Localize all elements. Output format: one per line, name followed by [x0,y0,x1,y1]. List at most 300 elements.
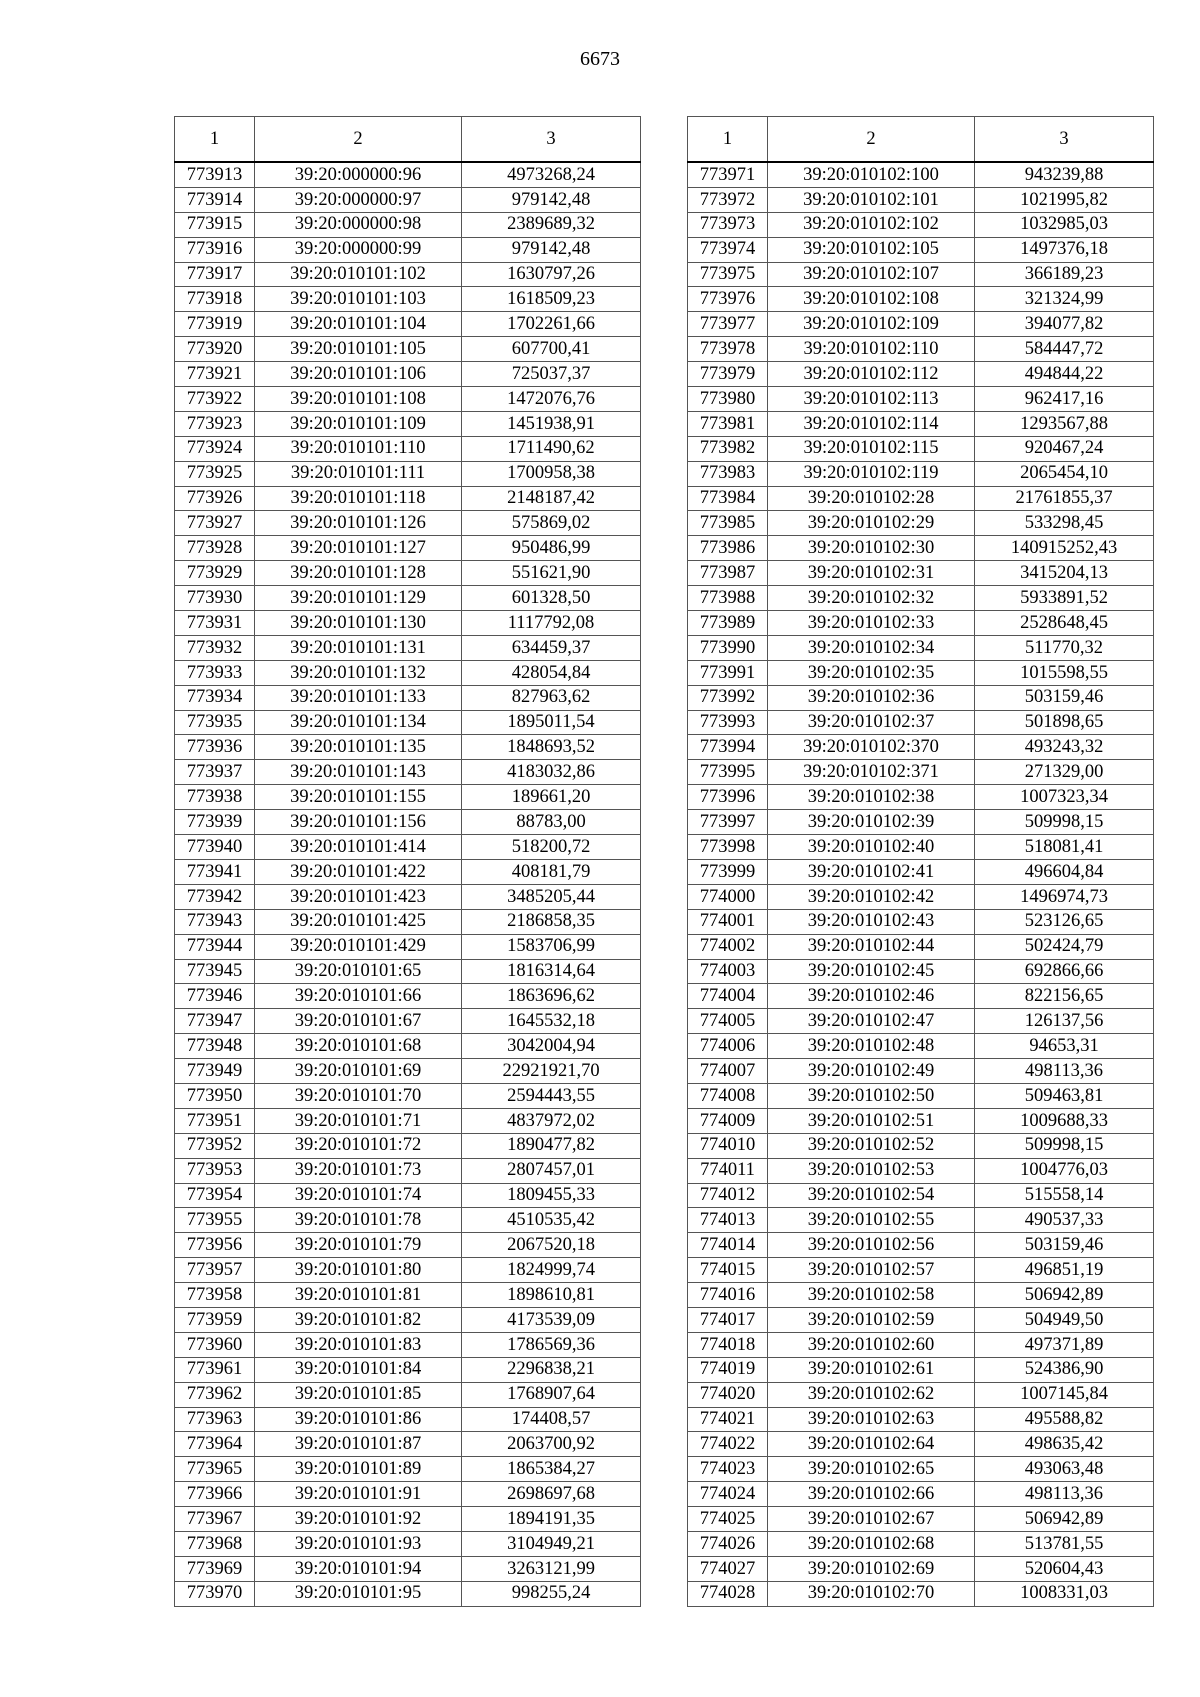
row-number-cell: 773923 [175,411,255,436]
value-cell: 524386,90 [975,1357,1154,1382]
row-number-cell: 773946 [175,984,255,1009]
row-number-cell: 774016 [688,1283,768,1308]
cadastral-number-cell: 39:20:010102:30 [768,536,975,561]
value-cell: 1009688,33 [975,1108,1154,1133]
value-cell: 920467,24 [975,436,1154,461]
value-cell: 1702261,66 [462,312,641,337]
cadastral-number-cell: 39:20:010102:50 [768,1083,975,1108]
table-row [175,337,641,362]
row-number-cell: 773929 [175,561,255,586]
cadastral-number-cell: 39:20:010101:91 [255,1482,462,1507]
table-row [688,262,1154,287]
value-cell: 979142,48 [462,187,641,212]
row-number-cell: 773965 [175,1457,255,1482]
value-cell: 504949,50 [975,1307,1154,1332]
row-number-cell: 773952 [175,1133,255,1158]
value-cell: 2296838,21 [462,1357,641,1382]
cadastral-number-cell: 39:20:010102:41 [768,859,975,884]
value-cell: 498113,36 [975,1482,1154,1507]
table-row [688,909,1154,934]
row-number-cell: 773932 [175,635,255,660]
row-number-cell: 773943 [175,909,255,934]
cadastral-number-cell: 39:20:010102:108 [768,287,975,312]
value-cell: 2063700,92 [462,1432,641,1457]
table-row [175,660,641,685]
cadastral-number-cell: 39:20:010101:132 [255,660,462,685]
table-row [688,387,1154,412]
value-cell: 3485205,44 [462,884,641,909]
row-number-cell: 774022 [688,1432,768,1457]
value-cell: 827963,62 [462,685,641,710]
value-cell: 1863696,62 [462,984,641,1009]
row-number-cell: 773984 [688,486,768,511]
row-number-cell: 773991 [688,660,768,685]
cadastral-number-cell: 39:20:010101:102 [255,262,462,287]
cadastral-number-cell: 39:20:010102:46 [768,984,975,1009]
value-cell: 2065454,10 [975,461,1154,486]
row-number-cell: 774024 [688,1482,768,1507]
table-row [688,162,1154,187]
value-cell: 1021995,82 [975,187,1154,212]
table-row [175,1208,641,1233]
table-row [688,1133,1154,1158]
value-cell: 725037,37 [462,362,641,387]
value-cell: 2148187,42 [462,486,641,511]
value-cell: 494844,22 [975,362,1154,387]
table-row [688,212,1154,237]
value-cell: 962417,16 [975,387,1154,412]
cadastral-number-cell: 39:20:010101:111 [255,461,462,486]
table-row [175,1457,641,1482]
cadastral-number-cell: 39:20:010102:109 [768,312,975,337]
cadastral-number-cell: 39:20:010102:29 [768,511,975,536]
table-row [175,710,641,735]
value-cell: 1865384,27 [462,1457,641,1482]
table-row [175,187,641,212]
row-number-cell: 773994 [688,735,768,760]
row-number-cell: 773969 [175,1556,255,1581]
row-number-cell: 773961 [175,1357,255,1382]
cadastral-number-cell: 39:20:010101:135 [255,735,462,760]
cadastral-number-cell: 39:20:010101:131 [255,635,462,660]
row-number-cell: 774023 [688,1457,768,1482]
table-row [688,859,1154,884]
value-cell: 575869,02 [462,511,641,536]
cadastral-number-cell: 39:20:010101:67 [255,1009,462,1034]
cadastral-number-cell: 39:20:010101:143 [255,760,462,785]
table-row [175,1357,641,1382]
value-cell: 394077,82 [975,312,1154,337]
value-cell: 1004776,03 [975,1158,1154,1183]
cadastral-number-cell: 39:20:010101:134 [255,710,462,735]
table-row [175,1009,641,1034]
table-row [175,1531,641,1556]
row-number-cell: 773985 [688,511,768,536]
cadastral-number-cell: 39:20:010101:110 [255,436,462,461]
row-number-cell: 773973 [688,212,768,237]
row-number-cell: 773951 [175,1108,255,1133]
table-row [175,909,641,934]
value-cell: 189661,20 [462,785,641,810]
table-row [688,486,1154,511]
row-number-cell: 773954 [175,1183,255,1208]
cadastral-number-cell: 39:20:010101:127 [255,536,462,561]
table-row [175,1059,641,1084]
cadastral-number-cell: 39:20:010101:129 [255,586,462,611]
value-cell: 1824999,74 [462,1258,641,1283]
table-row [688,835,1154,860]
value-cell: 4510535,42 [462,1208,641,1233]
table-row [688,685,1154,710]
value-cell: 21761855,37 [975,486,1154,511]
table-row [175,212,641,237]
table-row [688,1357,1154,1382]
cadastral-number-cell: 39:20:010101:95 [255,1581,462,1606]
value-cell: 408181,79 [462,859,641,884]
cadastral-number-cell: 39:20:010101:429 [255,934,462,959]
row-number-cell: 773988 [688,586,768,611]
row-number-cell: 774014 [688,1233,768,1258]
table-row [688,959,1154,984]
cadastral-number-cell: 39:20:010102:63 [768,1407,975,1432]
cadastral-number-cell: 39:20:010101:78 [255,1208,462,1233]
table-row [175,1482,641,1507]
value-cell: 513781,55 [975,1531,1154,1556]
value-cell: 692866,66 [975,959,1154,984]
table-row [688,1581,1154,1606]
value-cell: 1786569,36 [462,1332,641,1357]
value-cell: 3104949,21 [462,1531,641,1556]
table-row [688,1432,1154,1457]
value-cell: 634459,37 [462,635,641,660]
table-row [688,1108,1154,1133]
table-row [175,685,641,710]
value-cell: 822156,65 [975,984,1154,1009]
row-number-cell: 773916 [175,237,255,262]
row-number-cell: 773981 [688,411,768,436]
row-number-cell: 773918 [175,287,255,312]
value-cell: 4837972,02 [462,1108,641,1133]
value-cell: 1890477,82 [462,1133,641,1158]
table-row [175,411,641,436]
cadastral-number-cell: 39:20:010101:93 [255,1531,462,1556]
cadastral-number-cell: 39:20:010101:92 [255,1507,462,1532]
table-row [688,1507,1154,1532]
table-row [175,959,641,984]
row-number-cell: 773933 [175,660,255,685]
cadastral-number-cell: 39:20:010102:69 [768,1556,975,1581]
row-number-cell: 773959 [175,1307,255,1332]
table-row [688,635,1154,660]
value-cell: 3042004,94 [462,1034,641,1059]
row-number-cell: 774019 [688,1357,768,1382]
page-number: 6673 [580,48,620,70]
value-cell: 509463,81 [975,1083,1154,1108]
table-row [175,237,641,262]
row-number-cell: 773950 [175,1083,255,1108]
table-row [175,162,641,187]
table-row [688,287,1154,312]
table-row [175,1233,641,1258]
value-cell: 533298,45 [975,511,1154,536]
row-number-cell: 774006 [688,1034,768,1059]
value-cell: 1007323,34 [975,785,1154,810]
row-number-cell: 774003 [688,959,768,984]
value-cell: 515558,14 [975,1183,1154,1208]
row-number-cell: 773980 [688,387,768,412]
table-row [688,660,1154,685]
row-number-cell: 773953 [175,1158,255,1183]
value-cell: 1007145,84 [975,1382,1154,1407]
cadastral-number-cell: 39:20:010102:47 [768,1009,975,1034]
table-row [688,1457,1154,1482]
cadastral-number-cell: 39:20:010101:71 [255,1108,462,1133]
table-row [175,760,641,785]
table-row [688,710,1154,735]
value-cell: 490537,33 [975,1208,1154,1233]
table-row [688,1407,1154,1432]
table-row [688,1158,1154,1183]
value-cell: 520604,43 [975,1556,1154,1581]
table-row [688,237,1154,262]
table-row [688,1332,1154,1357]
value-cell: 5933891,52 [975,586,1154,611]
cadastral-number-cell: 39:20:010102:39 [768,810,975,835]
row-number-cell: 773993 [688,710,768,735]
table-row [175,735,641,760]
value-cell: 607700,41 [462,337,641,362]
cadastral-number-cell: 39:20:010102:107 [768,262,975,287]
cadastral-number-cell: 39:20:010101:126 [255,511,462,536]
row-number-cell: 773942 [175,884,255,909]
table-row [175,287,641,312]
value-cell: 2067520,18 [462,1233,641,1258]
cadastral-number-cell: 39:20:010101:109 [255,411,462,436]
table-row [175,262,641,287]
table-row [175,1183,641,1208]
table-row [175,1034,641,1059]
cadastral-number-cell: 39:20:010102:45 [768,959,975,984]
table-row [175,561,641,586]
cadastral-number-cell: 39:20:010101:156 [255,810,462,835]
row-number-cell: 773998 [688,835,768,860]
cadastral-number-cell: 39:20:010102:31 [768,561,975,586]
cadastral-number-cell: 39:20:010101:85 [255,1382,462,1407]
cadastral-number-cell: 39:20:010102:61 [768,1357,975,1382]
row-number-cell: 773931 [175,611,255,636]
table-row [175,1382,641,1407]
table-row [175,312,641,337]
value-cell: 1894191,35 [462,1507,641,1532]
cadastral-number-cell: 39:20:010101:423 [255,884,462,909]
value-cell: 94653,31 [975,1034,1154,1059]
table-row [175,1108,641,1133]
cadastral-number-cell: 39:20:010101:425 [255,909,462,934]
value-cell: 1293567,88 [975,411,1154,436]
row-number-cell: 773966 [175,1482,255,1507]
row-number-cell: 773960 [175,1332,255,1357]
value-cell: 321324,99 [975,287,1154,312]
cadastral-number-cell: 39:20:010102:68 [768,1531,975,1556]
row-number-cell: 773947 [175,1009,255,1034]
table-row [688,1382,1154,1407]
cadastral-number-cell: 39:20:010102:37 [768,710,975,735]
value-cell: 1032985,03 [975,212,1154,237]
table-row [688,461,1154,486]
table-row [175,1556,641,1581]
row-number-cell: 773956 [175,1233,255,1258]
value-cell: 1451938,91 [462,411,641,436]
value-cell: 2186858,35 [462,909,641,934]
cadastral-number-cell: 39:20:010102:67 [768,1507,975,1532]
column-header-3: 3 [975,117,1154,163]
table-row [688,1482,1154,1507]
table-row [175,486,641,511]
cadastral-number-cell: 39:20:010102:56 [768,1233,975,1258]
value-cell: 4973268,24 [462,162,641,187]
row-number-cell: 773921 [175,362,255,387]
cadastral-number-cell: 39:20:010102:43 [768,909,975,934]
cadastral-number-cell: 39:20:010101:72 [255,1133,462,1158]
row-number-cell: 773945 [175,959,255,984]
value-cell: 1496974,73 [975,884,1154,909]
cadastral-number-cell: 39:20:010102:370 [768,735,975,760]
table-row [175,1307,641,1332]
cadastral-number-cell: 39:20:010101:65 [255,959,462,984]
row-number-cell: 773938 [175,785,255,810]
value-cell: 1630797,26 [462,262,641,287]
row-number-cell: 773937 [175,760,255,785]
cadastral-number-cell: 39:20:010101:105 [255,337,462,362]
value-cell: 503159,46 [975,1233,1154,1258]
table-row [688,586,1154,611]
value-cell: 1472076,76 [462,387,641,412]
row-number-cell: 774018 [688,1332,768,1357]
value-cell: 1497376,18 [975,237,1154,262]
table-row [688,312,1154,337]
cadastral-number-cell: 39:20:010101:73 [255,1158,462,1183]
row-number-cell: 773948 [175,1034,255,1059]
table-row [688,561,1154,586]
cadastral-number-cell: 39:20:010101:94 [255,1556,462,1581]
cadastral-number-cell: 39:20:010102:59 [768,1307,975,1332]
table-row [175,611,641,636]
cadastral-number-cell: 39:20:010102:70 [768,1581,975,1606]
cadastral-number-cell: 39:20:000000:98 [255,212,462,237]
table-row [175,511,641,536]
value-cell: 1645532,18 [462,1009,641,1034]
row-number-cell: 773920 [175,337,255,362]
value-cell: 1848693,52 [462,735,641,760]
table-row [688,436,1154,461]
value-cell: 140915252,43 [975,536,1154,561]
row-number-cell: 774020 [688,1382,768,1407]
table-row [688,934,1154,959]
cadastral-number-cell: 39:20:010101:79 [255,1233,462,1258]
row-number-cell: 773967 [175,1507,255,1532]
value-cell: 88783,00 [462,810,641,835]
value-cell: 2389689,32 [462,212,641,237]
cadastral-number-cell: 39:20:010101:68 [255,1034,462,1059]
cadastral-number-cell: 39:20:010101:83 [255,1332,462,1357]
left-table-body [175,162,641,1606]
row-number-cell: 773957 [175,1258,255,1283]
cadastral-number-cell: 39:20:010101:108 [255,387,462,412]
table-row [175,785,641,810]
value-cell: 498113,36 [975,1059,1154,1084]
value-cell: 950486,99 [462,536,641,561]
table-row [175,1133,641,1158]
right-table-body [688,162,1154,1606]
value-cell: 509998,15 [975,1133,1154,1158]
value-cell: 1618509,23 [462,287,641,312]
table-row [688,1083,1154,1108]
row-number-cell: 774013 [688,1208,768,1233]
table-row [688,735,1154,760]
value-cell: 496604,84 [975,859,1154,884]
cadastral-number-cell: 39:20:010102:32 [768,586,975,611]
cadastral-number-cell: 39:20:010102:100 [768,162,975,187]
cadastral-number-cell: 39:20:010102:65 [768,1457,975,1482]
cadastral-number-cell: 39:20:010102:42 [768,884,975,909]
table-row [688,337,1154,362]
table-row [688,760,1154,785]
row-number-cell: 773958 [175,1283,255,1308]
table-row [175,362,641,387]
row-number-cell: 774012 [688,1183,768,1208]
row-number-cell: 773963 [175,1407,255,1432]
table-row [688,810,1154,835]
cadastral-number-cell: 39:20:010101:106 [255,362,462,387]
cadastral-number-cell: 39:20:010102:112 [768,362,975,387]
value-cell: 502424,79 [975,934,1154,959]
row-number-cell: 773970 [175,1581,255,1606]
row-number-cell: 773975 [688,262,768,287]
row-number-cell: 773972 [688,187,768,212]
cadastral-number-cell: 39:20:010101:133 [255,685,462,710]
column-header-2: 2 [255,117,462,163]
row-number-cell: 774005 [688,1009,768,1034]
row-number-cell: 774027 [688,1556,768,1581]
cadastral-number-cell: 39:20:010102:34 [768,635,975,660]
row-number-cell: 773940 [175,835,255,860]
value-cell: 1816314,64 [462,959,641,984]
row-number-cell: 774004 [688,984,768,1009]
table-row [175,461,641,486]
value-cell: 2594443,55 [462,1083,641,1108]
cadastral-number-cell: 39:20:010102:40 [768,835,975,860]
value-cell: 1895011,54 [462,710,641,735]
table-row [688,611,1154,636]
row-number-cell: 773934 [175,685,255,710]
table-row [175,436,641,461]
value-cell: 509998,15 [975,810,1154,835]
table-row [688,1258,1154,1283]
row-number-cell: 774025 [688,1507,768,1532]
value-cell: 551621,90 [462,561,641,586]
cadastral-number-cell: 39:20:010101:130 [255,611,462,636]
cadastral-number-cell: 39:20:010102:36 [768,685,975,710]
row-number-cell: 773974 [688,237,768,262]
cadastral-number-cell: 39:20:010101:82 [255,1307,462,1332]
table-row [688,1307,1154,1332]
value-cell: 366189,23 [975,262,1154,287]
row-number-cell: 773989 [688,611,768,636]
cadastral-number-cell: 39:20:010101:118 [255,486,462,511]
value-cell: 943239,88 [975,162,1154,187]
value-cell: 1809455,33 [462,1183,641,1208]
value-cell: 4173539,09 [462,1307,641,1332]
